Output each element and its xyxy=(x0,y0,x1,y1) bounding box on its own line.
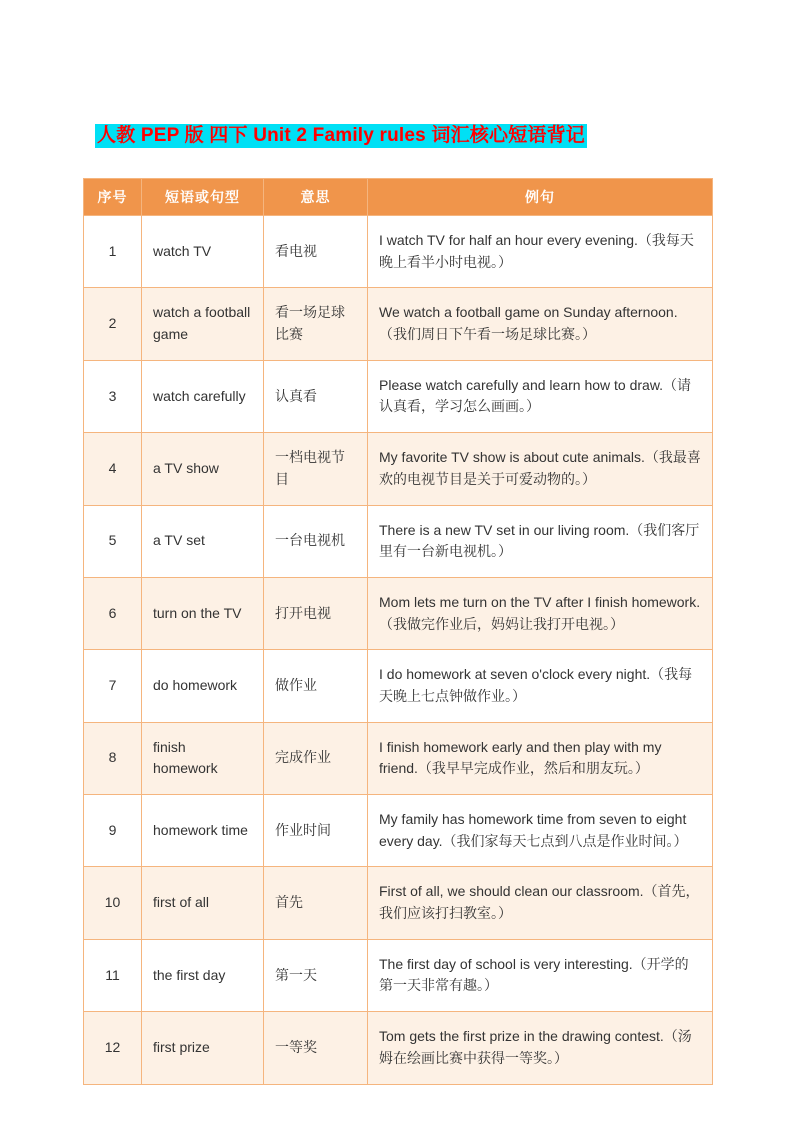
cell-meaning: 打开电视 xyxy=(264,577,368,649)
cell-meaning: 看电视 xyxy=(264,216,368,288)
header-num: 序号 xyxy=(84,179,142,216)
cell-phrase: do homework xyxy=(142,650,264,722)
header-phrase: 短语或句型 xyxy=(142,179,264,216)
table-row xyxy=(84,867,713,939)
table-row xyxy=(84,1012,713,1084)
cell-example: I watch TV for half an hour every evening.（我每天晚上看半小时电视。） xyxy=(368,216,713,288)
table-row xyxy=(84,722,713,794)
cell-phrase: the first day xyxy=(142,939,264,1011)
page-title: 人教 PEP 版 四下 Unit 2 Family rules 词汇核心短语背记 xyxy=(97,125,586,146)
cell-num: 5 xyxy=(84,505,142,577)
table-row xyxy=(84,216,713,288)
cell-phrase: watch a football game xyxy=(142,288,264,360)
vocab-table-container xyxy=(83,178,712,1085)
cell-meaning: 认真看 xyxy=(264,360,368,432)
header-example: 例句 xyxy=(368,179,713,216)
cell-meaning: 首先 xyxy=(264,867,368,939)
cell-meaning: 完成作业 xyxy=(264,722,368,794)
cell-example: The first day of school is very interesting.（开学的第一天非常有趣。） xyxy=(368,939,713,1011)
table-row xyxy=(84,433,713,505)
table-row xyxy=(84,650,713,722)
cell-meaning: 第一天 xyxy=(264,939,368,1011)
title-block xyxy=(95,122,587,150)
cell-phrase: turn on the TV xyxy=(142,577,264,649)
vocab-table xyxy=(83,178,713,1085)
cell-phrase: a TV show xyxy=(142,433,264,505)
cell-num: 6 xyxy=(84,577,142,649)
cell-example: I finish homework early and then play with my friend.（我早早完成作业，然后和朋友玩。） xyxy=(368,722,713,794)
cell-example: Please watch carefully and learn how to draw.（请认真看，学习怎么画画。） xyxy=(368,360,713,432)
cell-num: 8 xyxy=(84,722,142,794)
cell-meaning: 做作业 xyxy=(264,650,368,722)
cell-num: 4 xyxy=(84,433,142,505)
cell-phrase: homework time xyxy=(142,795,264,867)
cell-phrase: first prize xyxy=(142,1012,264,1084)
cell-example: I do homework at seven o'clock every night.（我每天晚上七点钟做作业。） xyxy=(368,650,713,722)
table-row xyxy=(84,939,713,1011)
cell-num: 1 xyxy=(84,216,142,288)
cell-num: 3 xyxy=(84,360,142,432)
cell-example: My favorite TV show is about cute animals.（我最喜欢的电视节目是关于可爱动物的。） xyxy=(368,433,713,505)
cell-meaning: 作业时间 xyxy=(264,795,368,867)
cell-num: 12 xyxy=(84,1012,142,1084)
cell-meaning: 一台电视机 xyxy=(264,505,368,577)
cell-num: 2 xyxy=(84,288,142,360)
cell-example: There is a new TV set in our living room.（我们客厅里有一台新电视机。） xyxy=(368,505,713,577)
table-row xyxy=(84,288,713,360)
cell-num: 10 xyxy=(84,867,142,939)
cell-example: First of all, we should clean our classroom.（首先，我们应该打扫教室。） xyxy=(368,867,713,939)
cell-num: 11 xyxy=(84,939,142,1011)
table-row xyxy=(84,505,713,577)
cell-num: 9 xyxy=(84,795,142,867)
cell-example: Tom gets the first prize in the drawing contest.（汤姆在绘画比赛中获得一等奖。） xyxy=(368,1012,713,1084)
cell-meaning: 一等奖 xyxy=(264,1012,368,1084)
table-row xyxy=(84,795,713,867)
cell-phrase: finish homework xyxy=(142,722,264,794)
table-row xyxy=(84,577,713,649)
table-row xyxy=(84,360,713,432)
table-header-row xyxy=(84,179,713,216)
cell-num: 7 xyxy=(84,650,142,722)
header-meaning: 意思 xyxy=(264,179,368,216)
cell-example: Mom lets me turn on the TV after I finish homework.（我做完作业后，妈妈让我打开电视。） xyxy=(368,577,713,649)
cell-example: My family has homework time from seven to eight every day.（我们家每天七点到八点是作业时间。） xyxy=(368,795,713,867)
cell-meaning: 一档电视节目 xyxy=(264,433,368,505)
cell-example: We watch a football game on Sunday afternoon.（我们周日下午看一场足球比赛。） xyxy=(368,288,713,360)
cell-phrase: a TV set xyxy=(142,505,264,577)
cell-phrase: watch TV xyxy=(142,216,264,288)
cell-phrase: watch carefully xyxy=(142,360,264,432)
cell-phrase: first of all xyxy=(142,867,264,939)
cell-meaning: 看一场足球比赛 xyxy=(264,288,368,360)
